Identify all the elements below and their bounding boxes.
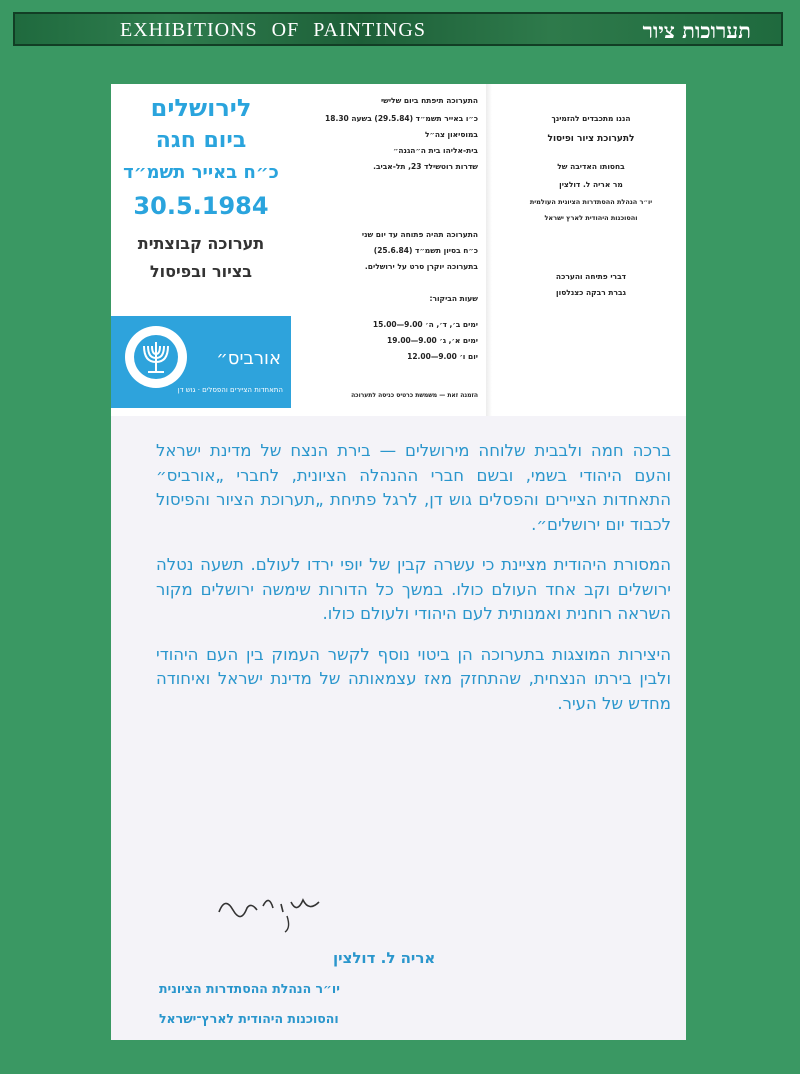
headline-hebrew-date: כ״ח באייר תשמ״ד	[123, 162, 279, 183]
banner-title-english: EXHIBITIONS OF PAINTINGS	[120, 19, 426, 41]
headline-exhibition-type: תערוכה קבוצתית	[137, 234, 265, 253]
scanned-document	[111, 84, 686, 1040]
headline-line-1: לירושלים	[150, 94, 252, 122]
invitation-card	[111, 84, 686, 416]
invitation-details-column	[296, 84, 486, 416]
headline-line-2: ביום חגה	[155, 128, 247, 153]
details-line: כ״ו באייר תשמ״ד (29.5.84) בשעה 18.30	[325, 114, 478, 123]
details-line: התערוכה תהיה פתוחה עד יום שני	[361, 230, 478, 239]
headline-exhibition-media: בציור ובפיסול	[149, 262, 253, 281]
host-line: הננו מתכבדים להזמינך	[551, 114, 631, 123]
host-line: דברי פתיחה והערכה	[555, 272, 627, 281]
orbis-subtitle: התאחדות הציירים והפסלים · גוש דן	[177, 386, 283, 394]
details-line: כ״ח בסיון תשמ״ד (25.6.84)	[373, 246, 478, 255]
menorah-emblem-icon	[123, 324, 189, 390]
signatory-title: והסוכנות היהודית לארץ־ישראל	[159, 1011, 339, 1026]
signatory-title: יו״ר הנהלת ההסתדרות הציונית	[159, 981, 340, 996]
visiting-hours-row: יום ו׳ 9.00—12.00	[407, 352, 478, 361]
letter-paragraph: היצירות המוצגות בתערוכה הן ביטוי נוסף לקשר העמוק בין העם היהודי ולבין בירתו הנצחית, שהתחזק מאז עצמאותה של מדינת ישראל ואיחודה מחדש של העיר.	[156, 644, 671, 713]
signatory-name: אריה ל. דולצין	[333, 949, 436, 967]
orbis-name: אורביס״	[216, 348, 281, 369]
details-line: במוסיאון צה״ל	[424, 130, 478, 139]
visiting-hours-title: שעות הביקור:	[429, 294, 478, 303]
details-line: בית-אליהו בית ה״הגנה״	[393, 146, 478, 155]
invitation-host-column	[496, 84, 686, 416]
orbis-logo-block	[111, 316, 291, 408]
visiting-hours-row: ימים ב׳, ד׳, ה׳ 9.00—15.00	[372, 320, 478, 329]
host-line: מר אריה ל. דולצין	[559, 180, 623, 189]
banner-title-hebrew: תערוכות ציור	[642, 18, 751, 43]
host-line: יו״ר הנהלת ההסתדרות הציונית העולמית	[529, 198, 653, 206]
headline-date: 30.5.1984	[133, 192, 269, 220]
invitation-headline	[111, 84, 291, 284]
letter-paragraph: ברכה חמה ולבבית שלוחה מירושלים — בירת הנצח של מדינת ישראל והעם היהודי בשמי, ובשם חברי ההנהלה הציונית, לחברי „אורביס״ התאחדות הציירים והפסלים גוש דן, לרגל פתיחת „תערוכת הציור והפיסול לכבוד יום ירושלים״.	[156, 441, 671, 534]
details-line: שדרות רוטשילד 23, תל-אביב.	[373, 162, 478, 171]
details-line: התערוכה תיפתח ביום שלישי	[380, 96, 478, 105]
host-line: בחסותו האדיבה של	[557, 162, 625, 171]
page-banner	[13, 12, 783, 46]
details-line: בתערוכה יוקרן סרט על ירושלים.	[364, 262, 478, 271]
handwritten-signature	[211, 884, 326, 934]
host-line: והסוכנות היהודית לארץ ישראל	[544, 214, 638, 222]
host-line: גברת רבקה כצנלסון	[556, 288, 626, 297]
greeting-letter	[156, 439, 671, 732]
letter-paragraph: המסורת היהודית מציינת כי עשרה קבין של יופי ירדו לעולם. תשעה נטלה ירושלים וקב אחד העולם כולו. במשך כל הדורות שימשה ירושלים מקור השראה רוחנית ואמנותית לעם היהודי ולעולם כולו.	[156, 555, 671, 623]
visiting-hours-row: ימים א׳, ג׳ 9.00—19.00	[387, 336, 478, 345]
host-line: לתערוכת ציור ופיסול	[547, 134, 635, 144]
admission-note: הזמנה זאת — משמשת כרטיס כניסה לתערוכה	[351, 392, 478, 399]
fold-line	[486, 84, 492, 416]
